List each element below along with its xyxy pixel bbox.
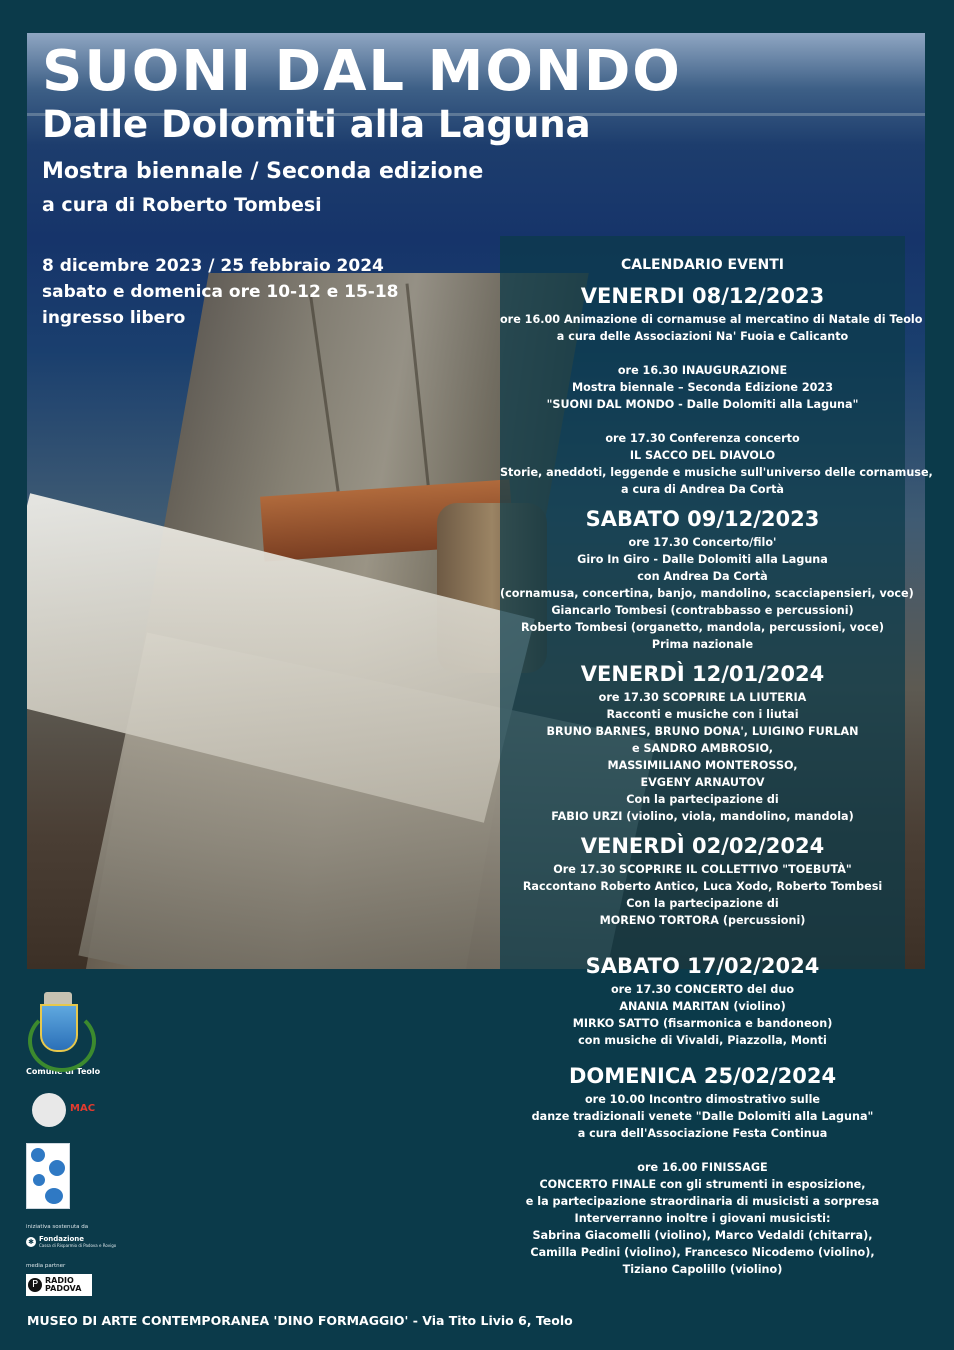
fondazione-logo: ✱ Fondazione Cassa di Risparmio di Padova e Rovigo [26, 1235, 146, 1248]
event-line: ore 17.30 Concerto/filo' [628, 536, 777, 549]
event-line: Sabrina Giacomelli (violino), Marco Vedaldi (chitarra), [532, 1229, 873, 1242]
event-line: Con la partecipazione di [626, 897, 779, 910]
event-date: VENERDÌ 12/01/2024 [580, 662, 825, 686]
events-calendar [500, 255, 933, 1278]
event-line: CONCERTO FINALE con gli strumenti in esposizione, [539, 1178, 866, 1191]
event-line: ANANIA MARITAN (violino) [619, 1000, 786, 1013]
info-block [42, 253, 399, 331]
event-line: ore 17.30 CONCERTO del duo [610, 983, 795, 996]
event-line: EVGENY ARNAUTOV [640, 776, 765, 789]
teolo-label: Comune di Teolo [26, 1067, 101, 1076]
calendar-title: CALENDARIO EVENTI [621, 257, 784, 273]
event-line: Mostra biennale – Seconda Edizione 2023 [572, 381, 833, 394]
event-line: Giancarlo Tombesi (contrabbasso e percussioni) [551, 604, 854, 617]
event-line: Racconti e musiche con i liutai [606, 708, 799, 721]
entry-info: ingresso libero [42, 308, 186, 328]
teolo-crest-icon [26, 992, 90, 1066]
title-block [42, 40, 682, 218]
event-line: Interverranno inoltre i giovani musicisti: [574, 1212, 831, 1225]
museum-logo-icon [26, 1143, 70, 1209]
footer-address: MUSEO DI ARTE CONTEMPORANEA 'DINO FORMAGGIO' - Via Tito Livio 6, Teolo [27, 1313, 573, 1328]
event-line: Ore 17.30 SCOPRIRE IL COLLETTIVO "TOEBUTÀ" [553, 863, 852, 876]
event-line: a cura di Andrea Da Cortà [621, 483, 784, 496]
event-date: SABATO 17/02/2024 [585, 954, 820, 978]
sponsor-label: iniziativa sostenuta da [26, 1224, 89, 1230]
event-date: VENERDI 08/12/2023 [580, 284, 825, 308]
event-line: (cornamusa, concertina, banjo, mandolino, scacciapensieri, voce) [500, 587, 914, 600]
event-line: MASSIMILIANO MONTEROSSO, [607, 759, 798, 772]
event-line: Giro In Giro - Dalle Dolomiti alla Laguna [577, 553, 828, 566]
event-line: con musiche di Vivaldi, Piazzolla, Monti [578, 1034, 827, 1047]
event-line: danze tradizionali venete "Dalle Dolomiti alla Laguna" [531, 1110, 874, 1123]
event-line: ore 17.30 Conferenza concerto [605, 432, 800, 445]
event-date: DOMENICA 25/02/2024 [568, 1064, 837, 1088]
event-line: "SUONI DAL MONDO - Dalle Dolomiti alla Laguna" [546, 398, 859, 411]
event-line: Raccontano Roberto Antico, Luca Xodo, Roberto Tombesi [522, 880, 883, 893]
event-line: ore 16.00 Animazione di cornamuse al mercatino di Natale di Teolo [500, 313, 923, 326]
radio-padova-logo: P RADIO PADOVA [26, 1274, 92, 1296]
page-title: SUONI DAL MONDO [42, 39, 682, 104]
fondazione-icon: ✱ [26, 1237, 36, 1247]
opening-hours: sabato e domenica ore 10-12 e 15-18 [42, 282, 399, 302]
event-line: Camilla Pedini (violino), Francesco Nicodemo (violino), [530, 1246, 875, 1259]
event-line: Prima nazionale [651, 638, 754, 651]
edition-label: Mostra biennale / Seconda edizione [42, 159, 484, 184]
event-date: SABATO 09/12/2023 [585, 507, 820, 531]
logos-column [26, 992, 146, 1296]
event-line: a cura dell'Associazione Festa Continua [577, 1127, 828, 1140]
event-spacer [500, 1142, 905, 1159]
event-line: ore 17.30 SCOPRIRE LA LIUTERIA [598, 691, 807, 704]
event-line: Storie, aneddoti, leggende e musiche sull'universo delle cornamuse, [500, 466, 933, 479]
event-line: con Andrea Da Cortà [637, 570, 768, 583]
event-line: Con la partecipazione di [626, 793, 779, 806]
event-line: FABIO URZI (violino, viola, mandolino, mandola) [551, 810, 854, 823]
event-line: ore 10.00 Incontro dimostrativo sulle [584, 1093, 821, 1106]
event-line: Roberto Tombesi (organetto, mandola, percussioni, voce) [521, 621, 884, 634]
exhibition-dates: 8 dicembre 2023 / 25 febbraio 2024 [42, 256, 384, 276]
event-line: MORENO TORTORA (percussioni) [599, 914, 806, 927]
event-spacer [500, 413, 905, 430]
event-date: VENERDÌ 02/02/2024 [580, 834, 825, 858]
curator-label: a cura di Roberto Tombesi [42, 194, 322, 216]
media-partner-label: media partner [26, 1263, 66, 1269]
event-spacer [500, 345, 905, 362]
event-line: IL SACCO DEL DIAVOLO [629, 449, 776, 462]
event-line: e la partecipazione straordinaria di musicisti a sorpresa [525, 1195, 880, 1208]
radio-icon: P [28, 1278, 42, 1292]
mac-logo-icon: MAC [26, 1091, 126, 1131]
event-line: e SANDRO AMBROSIO, [631, 742, 774, 755]
page-subtitle: Dalle Dolomiti alla Laguna [42, 103, 591, 146]
event-line: ore 16.00 FINISSAGE [637, 1161, 768, 1174]
event-line: MIRKO SATTO (fisarmonica e bandoneon) [572, 1017, 833, 1030]
event-line: a cura delle Associazioni Na' Fuoia e Calicanto [556, 330, 849, 343]
event-line: BRUNO BARNES, BRUNO DONA', LUIGINO FURLAN [546, 725, 859, 738]
event-line: ore 16.30 INAUGURAZIONE [617, 364, 788, 377]
event-line: Tiziano Capolillo (violino) [622, 1263, 783, 1276]
